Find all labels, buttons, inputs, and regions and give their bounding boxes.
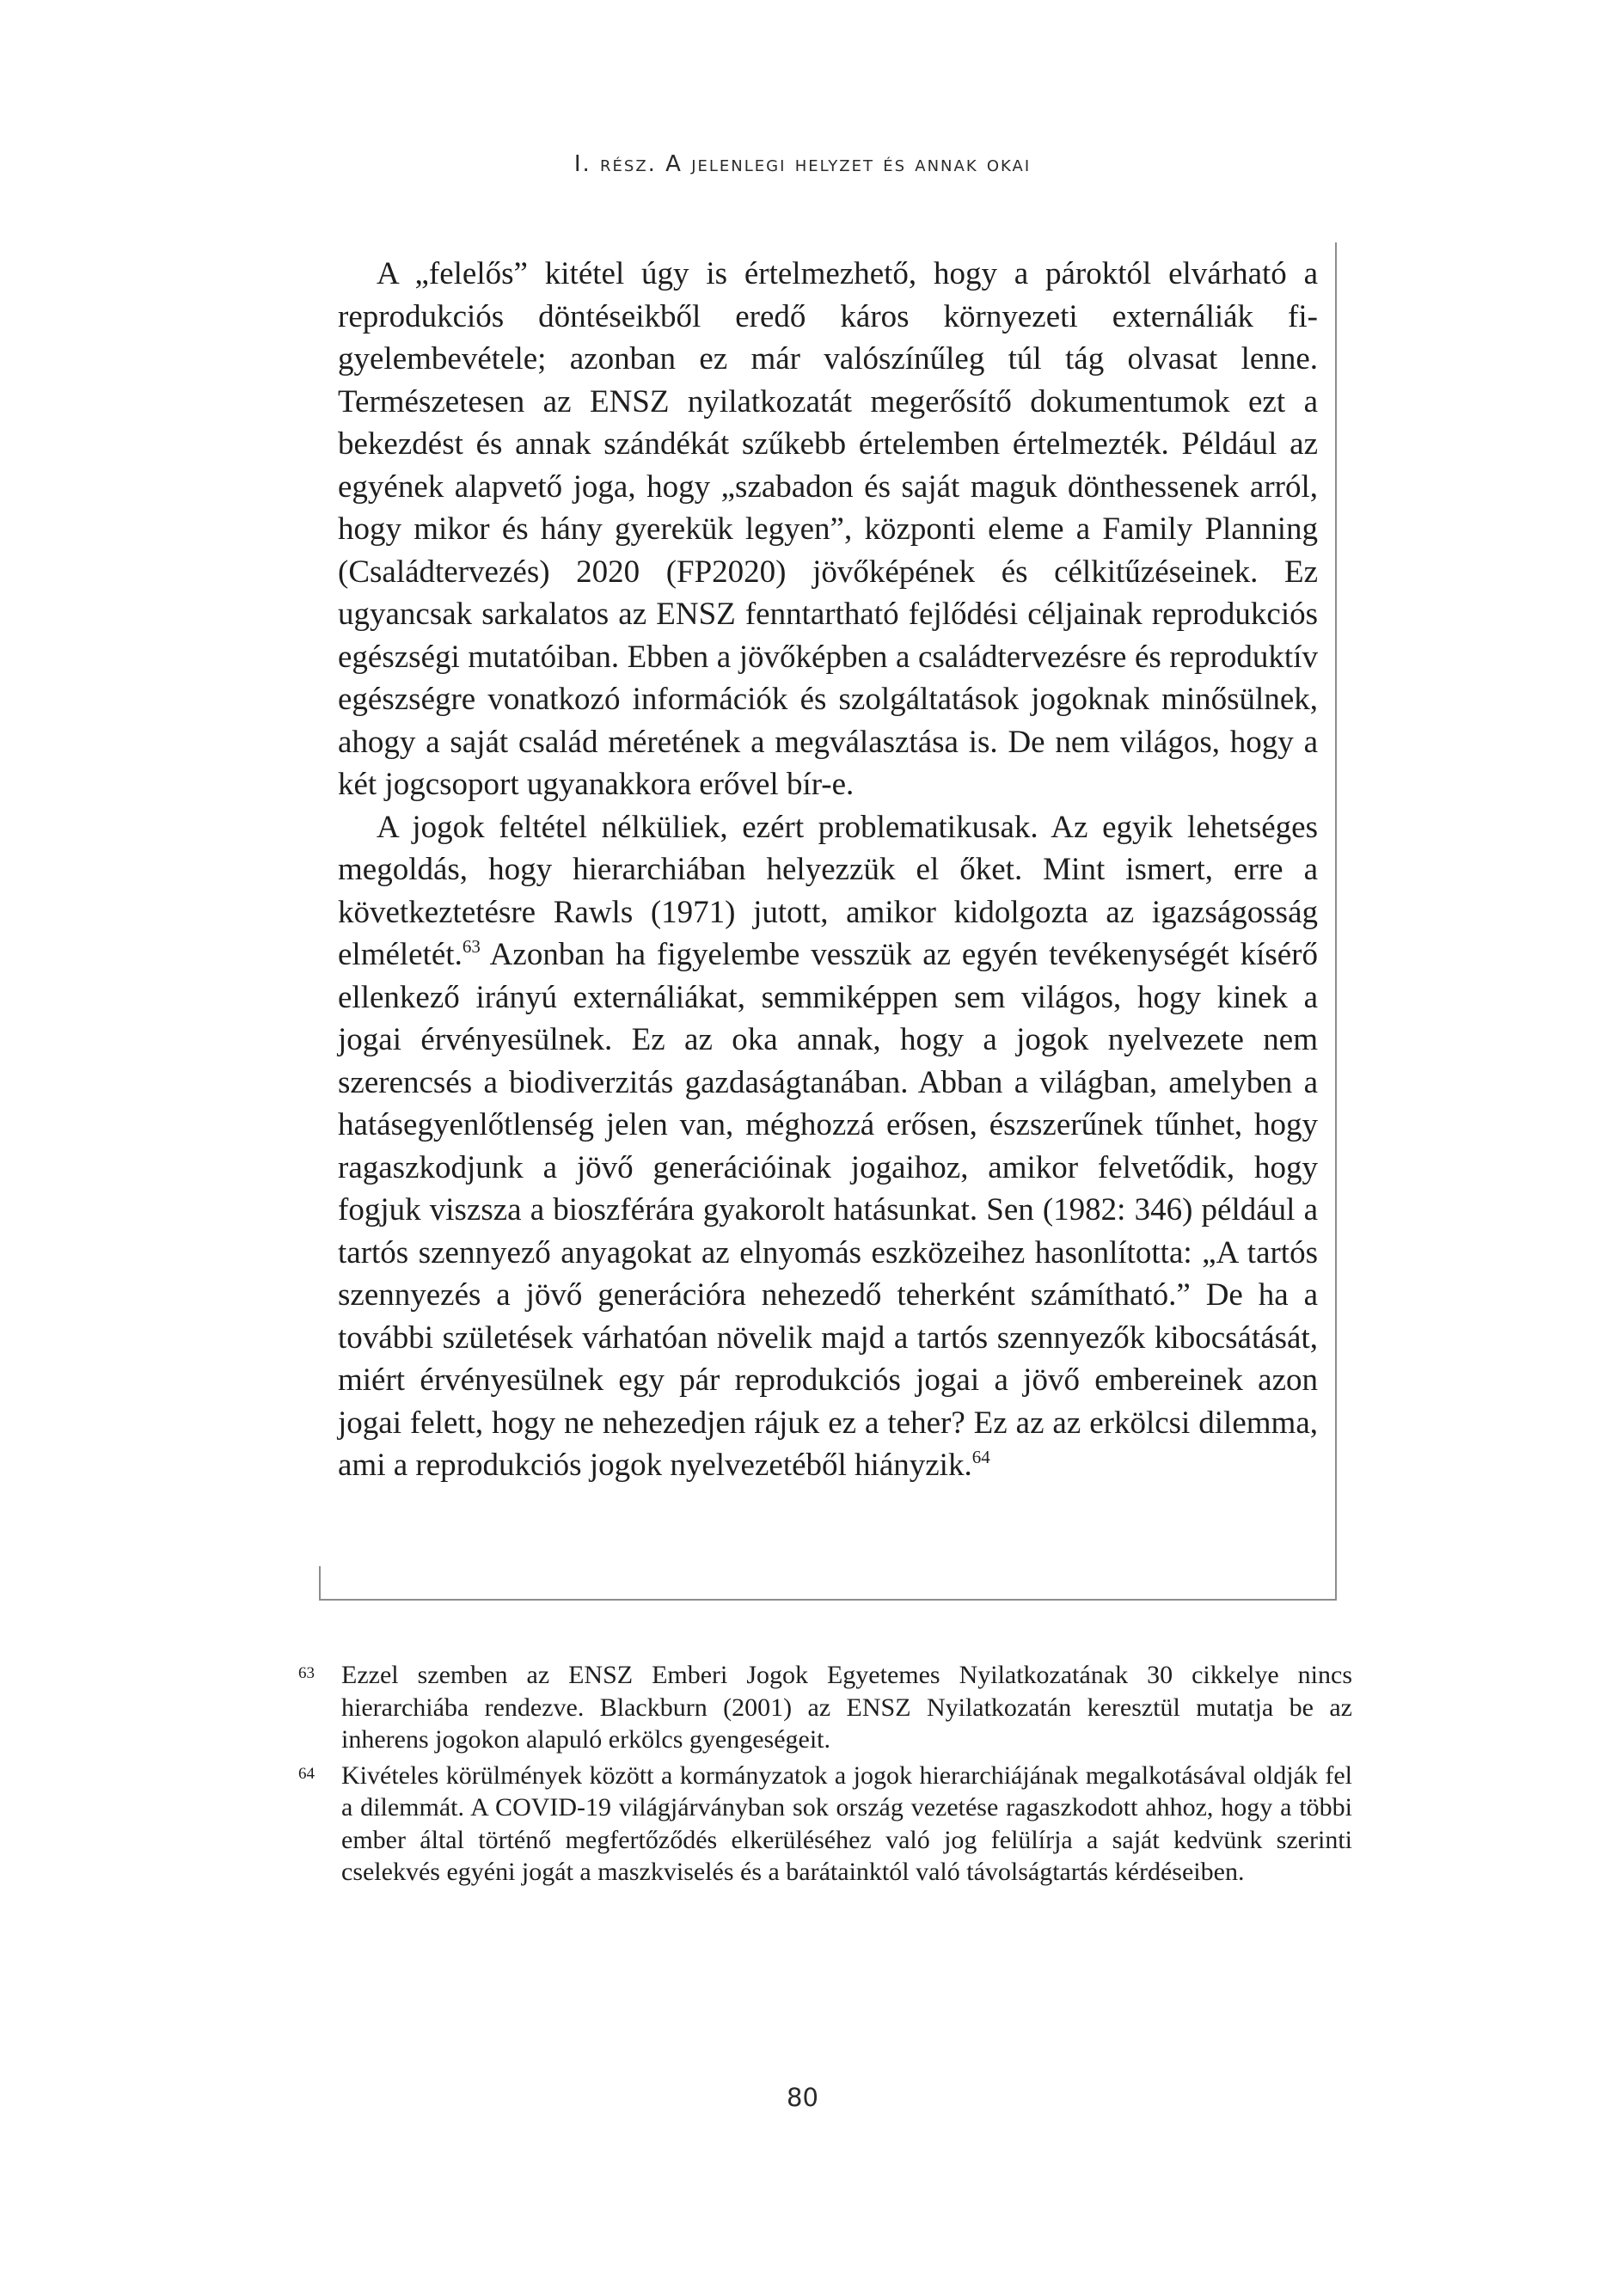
body-text [338,253,1318,1487]
main-text-frame [319,242,1337,1601]
paragraph-1-text: A „felelős” kitétel úgy is értelmezhető, hogy a pároktól elvárható a reprodukciós döntéseikből eredő káros környezeti externáliák figyelembevétele; azonban ez már valószínűleg túl tág olvasat lenne. Természetesen az ENSZ nyilatkozatát megerősítő dokumentumok ezt a bekezdést és annak szándékát szűkebb értelemben értelmezték. Például az egyének alapvető joga, hogy „szabadon és saját maguk dönthessenek arról, hogy mikor és hány gyerekük legyen”, központi eleme a Family Planning (Családtervezés) 2020 (FP2020) jövőképének és célkitűzéseinek. Ez ugyancsak sarkalatos az ENSZ fenntartható fejlődési céljainak reprodukciós egészségi mutatóiban. Ebben a jövőképben a családtervezésre és reproduktív egészségre vonatkozó információk és szolgáltatások jogoknak minősülnek, ahogy a saját család méretének a megválasztása is. De nem világos, hogy a két jogcsoport ugyanakkora erővel bír-e. [338,256,1318,802]
running-header: I. rész. A jelenlegi helyzet és annak okai [573,151,1032,177]
footnote-text: Ezzel szemben az ENSZ Emberi Jogok Egyetemes Nyilatkozatának 30 cikkelye nincs hierarchiába rendezve. Blackburn (2001) az ENSZ Nyilatkozatán keresztül mutatja be az inherens jogokon alapuló erkölcs gyengeségeit. [341,1661,1352,1754]
footnote-63 [295,1659,1352,1756]
page-number: 80 [787,2083,818,2112]
paragraph-2-text-a: A jogok feltétel nélküliek, ezért problematikusak. Az egyik lehetséges megoldás, hogy hierarchiában helyezzük el őket. Mint ismert, erre a következtetésre Rawls (1971) jutott, amikor kidolgozta az igazságosság elméletét. [338,809,1318,972]
footnote-ref-63[interactable]: 63 [462,936,481,957]
paragraph-1 [338,253,1318,806]
footnotes [295,1659,1352,1892]
footnote-ref-64[interactable]: 64 [971,1447,990,1467]
footnote-text: Kivételes körülmények között a kormányzatok a jogok hierarchiájának megalkotásával oldják fel a dilemmát. A COVID-19 világjárványban sok ország vezetése ragaszkodott ahhoz, hogy a többi ember által történő megfertőződés elkerüléséhez való jog felülírja a saját kedvünk szerinti cselekvés egyéni jogát a maszkviselés és a barátainktól való távolságtartás kérdéseiben. [341,1760,1352,1886]
paragraph-2-text-b: Azonban ha figyelembe vesszük az egyén tevékenységét kísérő ellenkező irányú externáliákat, semmiképpen sem világos, hogy kinek a jogai érvényesülnek. Ez az oka annak, hogy a jogok nyelvezete nem szerencsés a biodiverzitás gazdaságtanában. Abban a világban, amelyben a hatásegyenlőtlenség jelen van, méghozzá erősen, észszerűnek tűnhet, hogy ragaszkodjunk a jövő generációinak jogaihoz, amikor felvetődik, hogy fogjuk viszsza a bioszférára gyakorolt hatásunkat. Sen (1982: 346) például a tartós szennyező anyagokat az elnyomás eszközeihez hasonlította: „A tartós szennyezés a jövő generációra nehezedő teherként számítható.” De ha a további születések várhatóan növelik majd a tartós szennyezők kibocsátását, miért érvényesülnek egy pár reprodukciós jogai a jövő embereinek azon jogai felett, hogy ne nehezedjen rájuk ez a teher? Ez az az erkölcsi dilemma, ami a reprodukciós jogok nyelvezetéből hiányzik. [338,937,1318,1483]
footnote-number: 63 [298,1664,315,1682]
footnote-64 [295,1760,1352,1889]
paragraph-2 [338,806,1318,1487]
footnote-number: 64 [298,1764,315,1783]
